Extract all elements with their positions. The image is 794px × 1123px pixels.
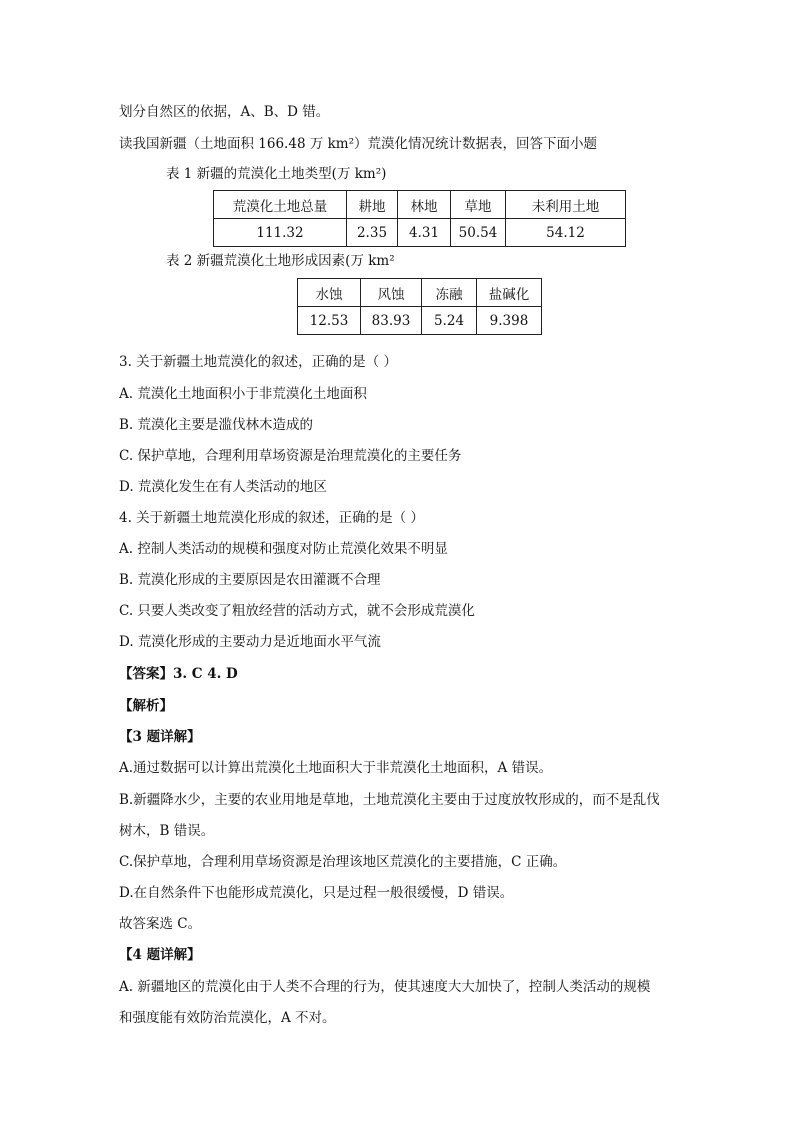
question-4-option-c: C. 只要人类改变了粗放经营的活动方式，就不会形成荒漠化 [119,603,475,619]
table1-header-row [214,191,626,219]
detail-3-line: 树木，B 错误。 [119,823,215,839]
table2-header-cell: 风蚀 [361,279,422,307]
detail-4-line: A. 新疆地区的荒漠化由于人类不合理的行为，使其速度大大加快了，控制人类活动的规模 [119,979,651,995]
table1-value-cell: 4.31 [398,219,451,247]
question-4-option-b: B. 荒漠化形成的主要原因是农田灌溉不合理 [119,572,381,588]
question-3-option-a: A. 荒漠化土地面积小于非荒漠化土地面积 [119,386,367,402]
detail-3-line: B.新疆降水少，主要的农业用地是草地，土地荒漠化主要由于过度放牧形成的，而不是乱伐 [119,792,660,808]
table1-value-cell: 50.54 [451,219,506,247]
table1-header-cell: 未利用土地 [506,191,626,219]
detail-3-line: A.通过数据可以计算出荒漠化土地面积大于非荒漠化土地面积，A 错误。 [119,760,553,776]
table1-value-cell: 54.12 [506,219,626,247]
detail-4-line: 和强度能有效防治荒漠化，A 不对。 [119,1010,336,1026]
question-4-option-d: D. 荒漠化形成的主要动力是近地面水平气流 [119,634,381,650]
table2-value-cell: 83.93 [361,307,422,335]
table2 [297,278,542,335]
table1-caption: 表 1 新疆的荒漠化土地类型(万 km²) [166,166,387,182]
table1-header-cell: 荒漠化土地总量 [214,191,347,219]
question-3-stem: 3. 关于新疆土地荒漠化的叙述，正确的是（ ） [119,354,397,370]
analysis-title: 【解析】 [119,698,173,714]
table1-header-cell: 林地 [398,191,451,219]
table1 [213,190,626,247]
question-4-stem: 4. 关于新疆土地荒漠化形成的叙述，正确的是（ ） [119,510,424,526]
table2-header-cell: 冻融 [422,279,477,307]
paragraph-reading-prompt: 读我国新疆（土地面积 166.48 万 km²）荒漠化情况统计数据表，回答下面小题 [119,136,598,152]
detail-3-line: D.在自然条件下也能形成荒漠化，只是过程一般很缓慢，D 错误。 [119,885,514,901]
table2-value-cell: 9.398 [477,307,542,335]
table1-header-cell: 草地 [451,191,506,219]
table1-value-cell: 111.32 [214,219,347,247]
answer-line: 【答案】3. C 4. D [119,666,238,682]
question-4-option-a: A. 控制人类活动的规模和强度对防止荒漠化效果不明显 [119,541,448,557]
question-3-option-b: B. 荒漠化主要是滥伐林木造成的 [119,417,314,433]
detail-3-title: 【3 题详解】 [119,729,201,745]
question-3-option-c: C. 保护草地，合理利用草场资源是治理荒漠化的主要任务 [119,448,462,464]
table1-value-cell: 2.35 [347,219,398,247]
detail-4-title: 【4 题详解】 [119,947,201,963]
table1-header-cell: 耕地 [347,191,398,219]
table2-header-cell: 水蚀 [298,279,361,307]
detail-3-line: C.保护草地，合理利用草场资源是治理该地区荒漠化的主要措施，C 正确。 [119,854,567,870]
table2-header-row [298,279,542,307]
table2-header-cell: 盐碱化 [477,279,542,307]
paragraph-intro: 划分自然区的依据，A、B、D 错。 [119,104,330,120]
table2-value-cell: 5.24 [422,307,477,335]
question-3-option-d: D. 荒漠化发生在有人类活动的地区 [119,479,327,495]
table2-value-row [298,307,542,335]
detail-3-conclusion: 故答案选 C。 [119,916,202,932]
table1-value-row [214,219,626,247]
table2-value-cell: 12.53 [298,307,361,335]
table2-caption: 表 2 新疆荒漠化土地形成因素(万 km² [166,253,395,269]
